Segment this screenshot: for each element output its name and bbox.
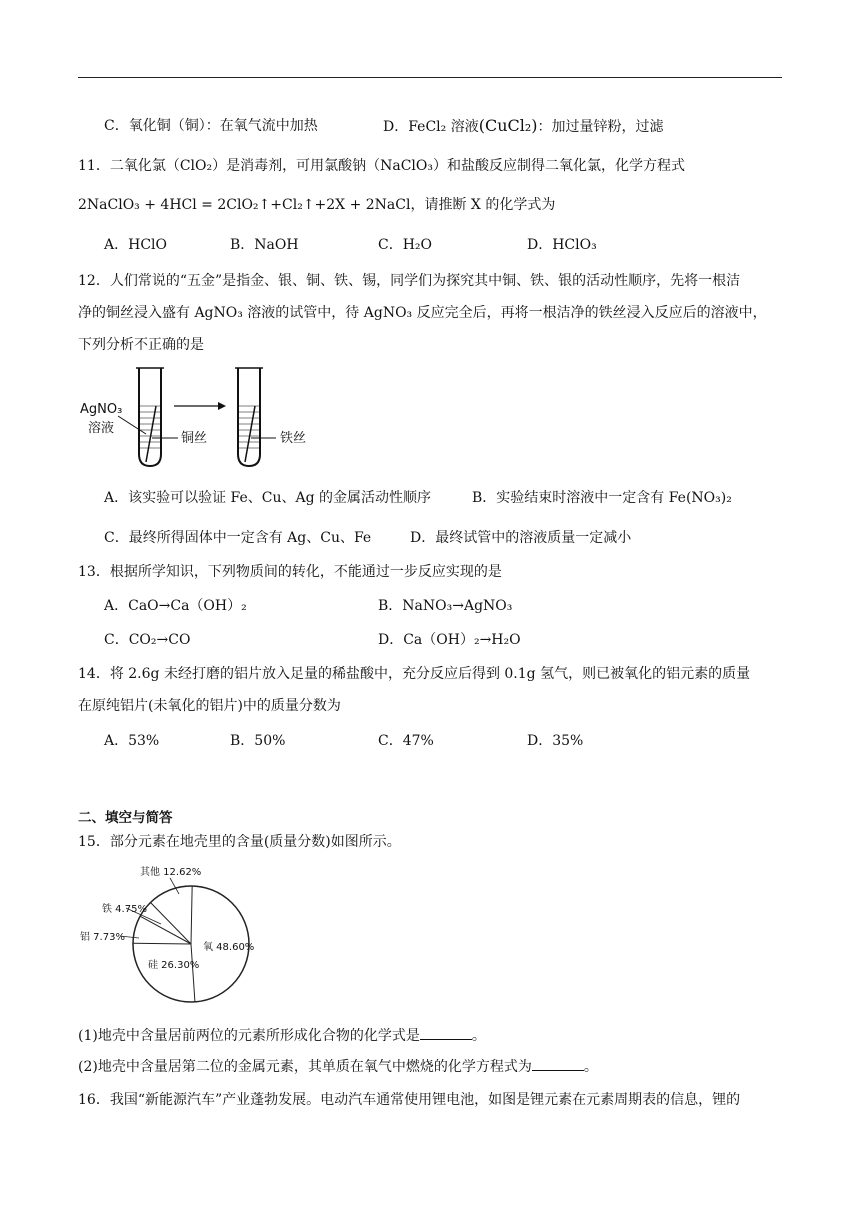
header-rule <box>78 77 782 78</box>
q10-option-c: C．氧化铜（铜）：在氧气流中加热 <box>104 118 318 134</box>
q14-option-b: B．50% <box>230 733 286 749</box>
label-pointer-solution <box>118 416 146 434</box>
q12-stem-line1: 12．人们常说的“五金”是指金、银、铜、铁、锡，同学们为探究其中铜、铁、银的活动性顺序，先将一根洁 <box>78 273 741 289</box>
q12-test-tube-figure <box>78 362 338 472</box>
q11-option-c: C．H₂O <box>378 237 433 253</box>
q10-option-d-paren: (CuCl₂) <box>478 116 538 135</box>
label-copper-wire: 铜丝 <box>181 431 208 446</box>
q16-stem-line1: 16．我国“新能源汽车”产业蓬勃发展。电动汽车通常使用锂电池，如图是锂元素在元素周期表的信息，锂的 <box>78 1092 741 1108</box>
copper-wire <box>146 406 156 462</box>
q14-option-c: C．47% <box>378 733 434 749</box>
test-tube-2 <box>235 368 263 466</box>
q10-option-d-formula: FeCl₂ 溶液 <box>408 119 479 135</box>
q12-option-d: D．最终试管中的溶液质量一定减小 <box>410 530 632 546</box>
q15-sub1-end: 。 <box>471 1028 486 1044</box>
q14-stem-line2: 在原纯铝片(未氧化的铝片)中的质量分数为 <box>78 698 341 714</box>
q11-option-b: B．NaOH <box>230 237 299 253</box>
q12-stem-line3: 下列分析不正确的是 <box>78 337 204 353</box>
q15-sub1-answer-blank[interactable] <box>420 1025 472 1040</box>
pie-label-4: 铁 4.75% <box>102 904 147 915</box>
q15-sub1 <box>78 1025 486 1046</box>
q15-sub2 <box>78 1056 598 1077</box>
pie-label-1: 氧 48.60% <box>203 942 255 953</box>
q12-option-b: B．实验结束时溶液中一定含有 Fe(NO₃)₂ <box>472 490 732 506</box>
q12-option-a: A．该实验可以验证 Fe、Cu、Ag 的金属活动性顺序 <box>104 490 432 506</box>
q14-stem-line1: 14．将 2.6g 未经打磨的铝片放入足量的稀盐酸中，充分反应后得到 0.1g 氢气，则已被氧化的铝元素的质量 <box>78 666 751 682</box>
q10-option-d <box>383 116 664 137</box>
q13-option-d: D．Ca（OH）₂→H₂O <box>378 632 521 648</box>
test-tube-1 <box>136 368 164 466</box>
q10-option-d-suffix: ：加过量锌粉，过滤 <box>537 119 664 135</box>
q14-option-d: D．35% <box>527 733 584 749</box>
q11-stem-line1: 11．二氧化氯（ClO₂）是消毒剂，可用氯酸钠（NaClO₃）和盐酸反应制得二氧化氯，化学方程式 <box>78 158 685 174</box>
iron-wire <box>245 406 255 462</box>
q15-crust-element-pie-chart <box>78 858 258 1008</box>
q15-sub2-end: 。 <box>583 1059 598 1075</box>
q15-sub2-answer-blank[interactable] <box>532 1056 584 1071</box>
q10-option-d-prefix: D． <box>383 119 409 135</box>
q13-option-a: A．CaO→Ca（OH）₂ <box>104 598 247 614</box>
q13-option-c: C．CO₂→CO <box>104 632 191 648</box>
q13-stem: 13．根据所学知识，下列物质间的转化，不能通过一步反应实现的是 <box>78 564 502 580</box>
arrow-head-icon <box>218 402 226 410</box>
section-2-title: 二、填空与简答 <box>78 810 173 826</box>
q12-stem-line2: 净的铜丝浸入盛有 AgNO₃ 溶液的试管中，待 AgNO₃ 反应完全后，再将一根洁净的铁丝浸入反应后的溶液中， <box>78 305 767 321</box>
pie-label-2: 硅 26.30% <box>148 960 200 971</box>
q13-option-b: B．NaNO₃→AgNO₃ <box>378 598 513 614</box>
label-solution-name: AgNO₃ <box>80 402 123 417</box>
q15-stem: 15．部分元素在地壳里的含量(质量分数)如图所示。 <box>78 834 401 850</box>
q14-option-a: A．53% <box>104 733 160 749</box>
q11-option-d: D．HClO₃ <box>527 237 597 253</box>
pie-label-3: 铝 7.73% <box>80 932 125 943</box>
label-solution-word: 溶液 <box>88 421 115 436</box>
q11-option-a: A．HClO <box>104 237 167 253</box>
q15-sub2-text: (2)地壳中含量居第二位的金属元素，其单质在氧气中燃烧的化学方程式为 <box>78 1059 532 1075</box>
q11-equation: 2NaClO₃ + 4HCl = 2ClO₂↑+Cl₂↑+2X + 2NaCl <box>78 197 411 213</box>
label-iron-wire: 铁丝 <box>280 431 307 446</box>
q12-option-c: C．最终所得固体中一定含有 Ag、Cu、Fe <box>104 530 372 546</box>
pie-label-5: 其他 12.62% <box>140 867 202 878</box>
q11-stem-suffix: ，请推断 X 的化学式为 <box>410 197 556 213</box>
q15-sub1-text: (1)地壳中含量居前两位的元素所形成化合物的化学式是 <box>78 1028 420 1044</box>
q11-stem-line2 <box>78 195 555 215</box>
